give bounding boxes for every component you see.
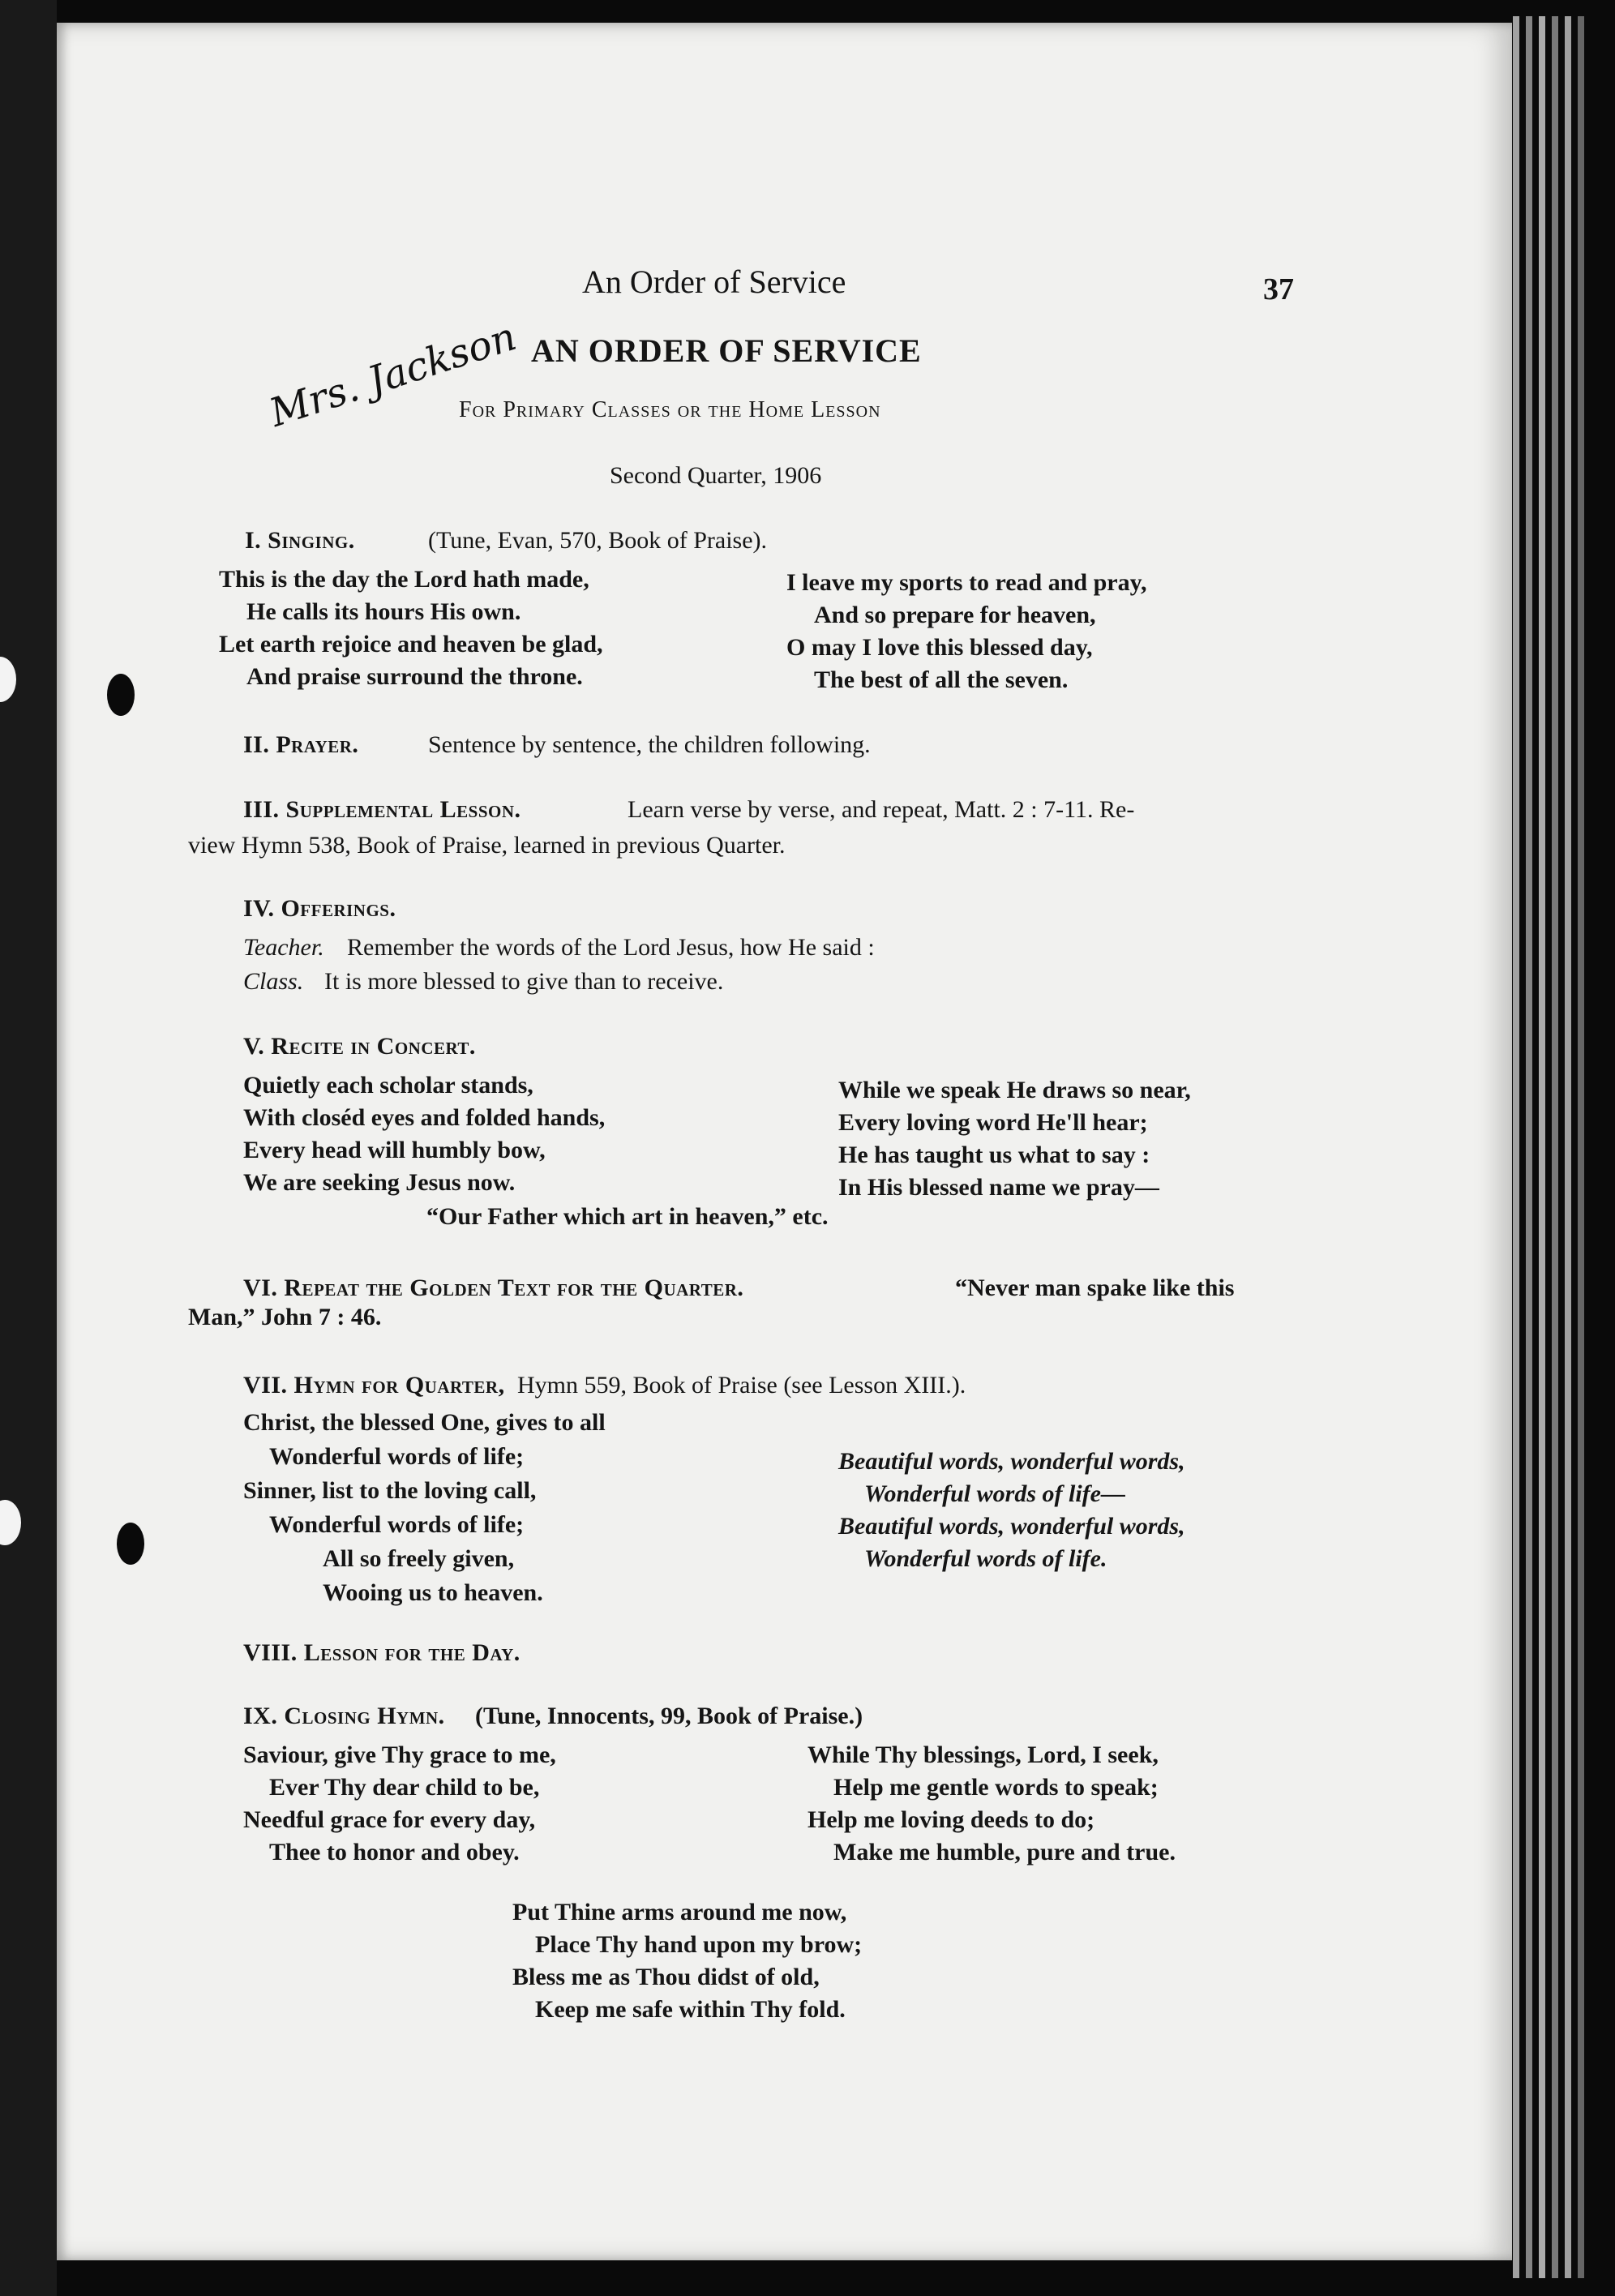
left-binding (0, 0, 57, 2296)
page-edge (1539, 16, 1545, 2278)
verse-line: The best of all the seven. (814, 666, 1069, 693)
page-edge (1552, 16, 1558, 2278)
verse-line: And praise surround the throne. (246, 663, 583, 690)
punch-hole (117, 1523, 144, 1565)
section-label-supplemental: III. Supplemental Lesson. (243, 796, 521, 823)
page-subtitle: For Primary Classes or the Home Lesson (459, 397, 881, 422)
section-label-golden-text: VI. Repeat the Golden Text for the Quarter. (243, 1274, 744, 1301)
verse-line: Wonderful words of life; (269, 1443, 525, 1470)
verse-line: Wonderful words of life— (864, 1480, 1125, 1507)
section-label-recite: V. Recite in Concert. (243, 1033, 476, 1060)
page-edge (1513, 16, 1519, 2278)
verse-line: Christ, the blessed One, gives to all (243, 1409, 606, 1436)
section-label-offerings: IV. Offerings. (243, 895, 396, 922)
verse-line: Wooing us to heaven. (323, 1579, 543, 1606)
section-text-closing-hymn: (Tune, Innocents, 99, Book of Praise.) (475, 1703, 863, 1729)
handwritten-signature: Mrs. Jackson (263, 314, 522, 436)
verse-line: And so prepare for heaven, (814, 602, 1096, 628)
teacher-text: Remember the words of the Lord Jesus, how He said : (347, 934, 875, 961)
golden-text-cont: Man,” John 7 : 46. (188, 1304, 382, 1330)
verse-line: Let earth rejoice and heaven be glad, (219, 631, 603, 658)
verse-line: In His blessed name we pray— (838, 1174, 1159, 1201)
verse-line: While we speak He draws so near, (838, 1077, 1191, 1103)
verse-line: Make me humble, pure and true. (833, 1839, 1176, 1866)
section-text-singing: (Tune, Evan, 570, Book of Praise). (428, 527, 768, 554)
verse-closing-line: “Our Father which art in heaven,” etc. (426, 1203, 829, 1230)
page-title: AN ORDER OF SERVICE (531, 332, 922, 369)
verse-line: Every loving word He'll hear; (838, 1109, 1148, 1136)
verse-line: O may I love this blessed day, (786, 634, 1093, 661)
section-text-hymn-quarter: Hymn 559, Book of Praise (see Lesson XIII.). (517, 1372, 966, 1399)
verse-line: Wonderful words of life. (864, 1545, 1107, 1572)
page-edge (1578, 16, 1584, 2278)
verse-line: Place Thy hand upon my brow; (535, 1931, 863, 1958)
section-label-singing: I. Singing. (245, 527, 355, 554)
verse-line: Wonderful words of life; (269, 1511, 525, 1538)
verse-line: I leave my sports to read and pray, (786, 569, 1147, 596)
verse-line: Thee to honor and obey. (269, 1839, 520, 1866)
class-label: Class. (243, 968, 304, 995)
verse-line: Beautiful words, wonderful words, (838, 1448, 1185, 1475)
section-text-supplemental-cont: view Hymn 538, Book of Praise, learned in previous Quarter. (188, 832, 786, 859)
section-label-prayer: II. Prayer. (243, 731, 359, 758)
verse-line: Help me loving deeds to do; (808, 1806, 1095, 1833)
section-text-prayer: Sentence by sentence, the children following. (428, 731, 871, 758)
section-label-hymn-quarter: VII. Hymn for Quarter, (243, 1372, 505, 1399)
teacher-label: Teacher. (243, 934, 324, 961)
golden-text: “Never man spake like this (955, 1274, 1235, 1301)
section-label-closing-hymn: IX. Closing Hymn. (243, 1703, 445, 1729)
running-head: An Order of Service (582, 263, 846, 300)
verse-line: He has taught us what to say : (838, 1142, 1150, 1168)
quarter-line: Second Quarter, 1906 (610, 462, 822, 489)
section-text-supplemental: Learn verse by verse, and repeat, Matt. 2 : 7-11. Re- (628, 796, 1135, 823)
verse-line: Needful grace for every day, (243, 1806, 536, 1833)
verse-line: Quietly each scholar stands, (243, 1072, 533, 1099)
verse-line: Every head will humbly bow, (243, 1137, 546, 1163)
verse-line: Put Thine arms around me now, (512, 1899, 847, 1925)
verse-line: Bless me as Thou didst of old, (512, 1964, 820, 1990)
section-label-lesson-day: VIII. Lesson for the Day. (243, 1639, 520, 1666)
punch-hole (107, 674, 135, 716)
verse-line: All so freely given, (323, 1545, 515, 1572)
verse-line: He calls its hours His own. (246, 598, 521, 625)
verse-line: Ever Thy dear child to be, (269, 1774, 540, 1801)
verse-line: While Thy blessings, Lord, I seek, (808, 1741, 1159, 1768)
verse-line: We are seeking Jesus now. (243, 1169, 516, 1196)
page-edge (1565, 16, 1571, 2278)
class-text: It is more blessed to give than to receive. (324, 968, 724, 995)
verse-line: Sinner, list to the loving call, (243, 1477, 537, 1504)
verse-line: Help me gentle words to speak; (833, 1774, 1159, 1801)
verse-line: This is the day the Lord hath made, (219, 566, 589, 593)
verse-line: Beautiful words, wonderful words, (838, 1513, 1185, 1540)
verse-line: Keep me safe within Thy fold. (535, 1996, 846, 2023)
page-number: 37 (1263, 272, 1294, 306)
verse-line: With closéd eyes and folded hands, (243, 1104, 606, 1131)
page-edge (1526, 16, 1532, 2278)
verse-line: Saviour, give Thy grace to me, (243, 1741, 556, 1768)
